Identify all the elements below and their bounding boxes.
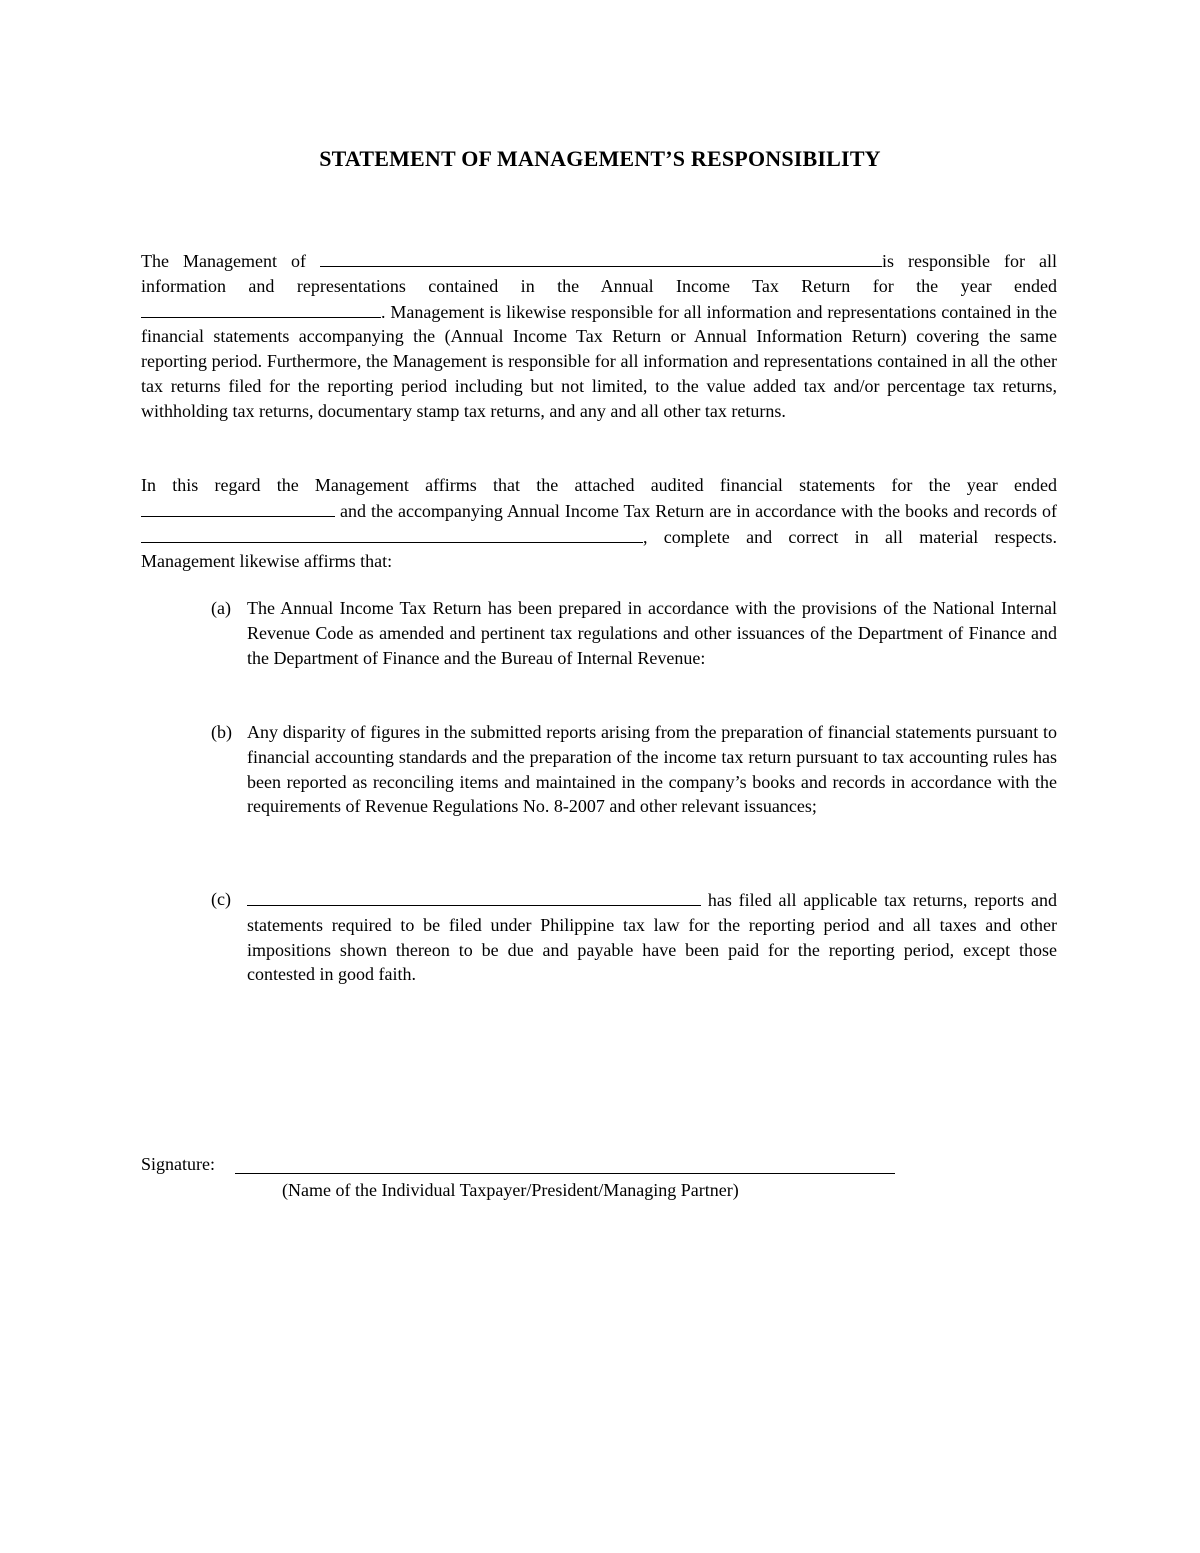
paragraph-2-rest: , complete and correct in all material respects. Management likewise affirms that: xyxy=(141,526,1057,572)
paragraph-1-rest: . Management is likewise responsible for all information and representations contained in the financial statements accompanying the (Annual Income Tax Return or Annual Information Return) covering the same reporting period. Furthermore, the Management is responsible for all information and representations contained in all the other tax returns filed for the reporting period including but not limited, to the value added tax and/or percentage tax returns, withholding tax returns, documentary stamp tax returns, and any and all other tax returns. xyxy=(141,301,1057,421)
affirmation-paragraph xyxy=(141,473,1057,574)
paragraph-1-lead: The Management of xyxy=(141,251,306,271)
page-title: STATEMENT OF MANAGEMENT’S RESPONSIBILITY xyxy=(319,146,881,171)
management-responsibility-paragraph xyxy=(141,248,1057,424)
item-text-c xyxy=(247,887,1057,987)
paragraph-2-lead: In this regard the Management affirms that the attached audited financial statements for the year ended xyxy=(141,475,1057,495)
paragraph-1-middle: is responsible for all information and representations contained in the Annual Income Tax Return for the year ended xyxy=(141,251,1057,296)
item-label: (a) xyxy=(211,598,231,618)
item-label: (b) xyxy=(211,722,232,742)
signature-blank[interactable] xyxy=(235,1173,895,1174)
taxpayer-name-blank[interactable] xyxy=(247,887,701,906)
signature-label: Signature: xyxy=(141,1154,215,1174)
item-label: (c) xyxy=(211,889,231,909)
signature-caption: (Name of the Individual Taxpayer/President/Managing Partner) xyxy=(282,1180,739,1200)
item-text: Any disparity of figures in the submitted reports arising from the preparation of financial statements pursuant to financial accounting standards and the preparation of the income tax return pursuant to tax accounting rules has been reported as reconciling items and maintained in the company’s books and records in accordance with the requirements of Revenue Regulations No. 8-2007 and other relevant issuances; xyxy=(247,722,1057,817)
books-records-company-blank[interactable] xyxy=(141,524,643,543)
company-name-blank[interactable] xyxy=(320,248,882,267)
item-text: The Annual Income Tax Return has been prepared in accordance with the provisions of the National Internal Revenue Code as amended and pertinent tax regulations and other issuances of the Department of Finance and the Department of Finance and the Bureau of Internal Revenue: xyxy=(247,598,1057,668)
paragraph-2-middle: and the accompanying Annual Income Tax Return are in accordance with the books and records of xyxy=(340,500,1058,521)
year-ended-blank[interactable] xyxy=(141,299,381,318)
audit-year-ended-blank[interactable] xyxy=(141,498,335,517)
item-text: has filed all applicable tax returns, reports and statements required to be filed under Philippine tax law for the reporting period and all taxes and other impositions shown thereon to be due and payable have been paid for the reporting period, except those contested in good faith. xyxy=(247,890,1057,985)
signature-row xyxy=(141,1152,901,1176)
